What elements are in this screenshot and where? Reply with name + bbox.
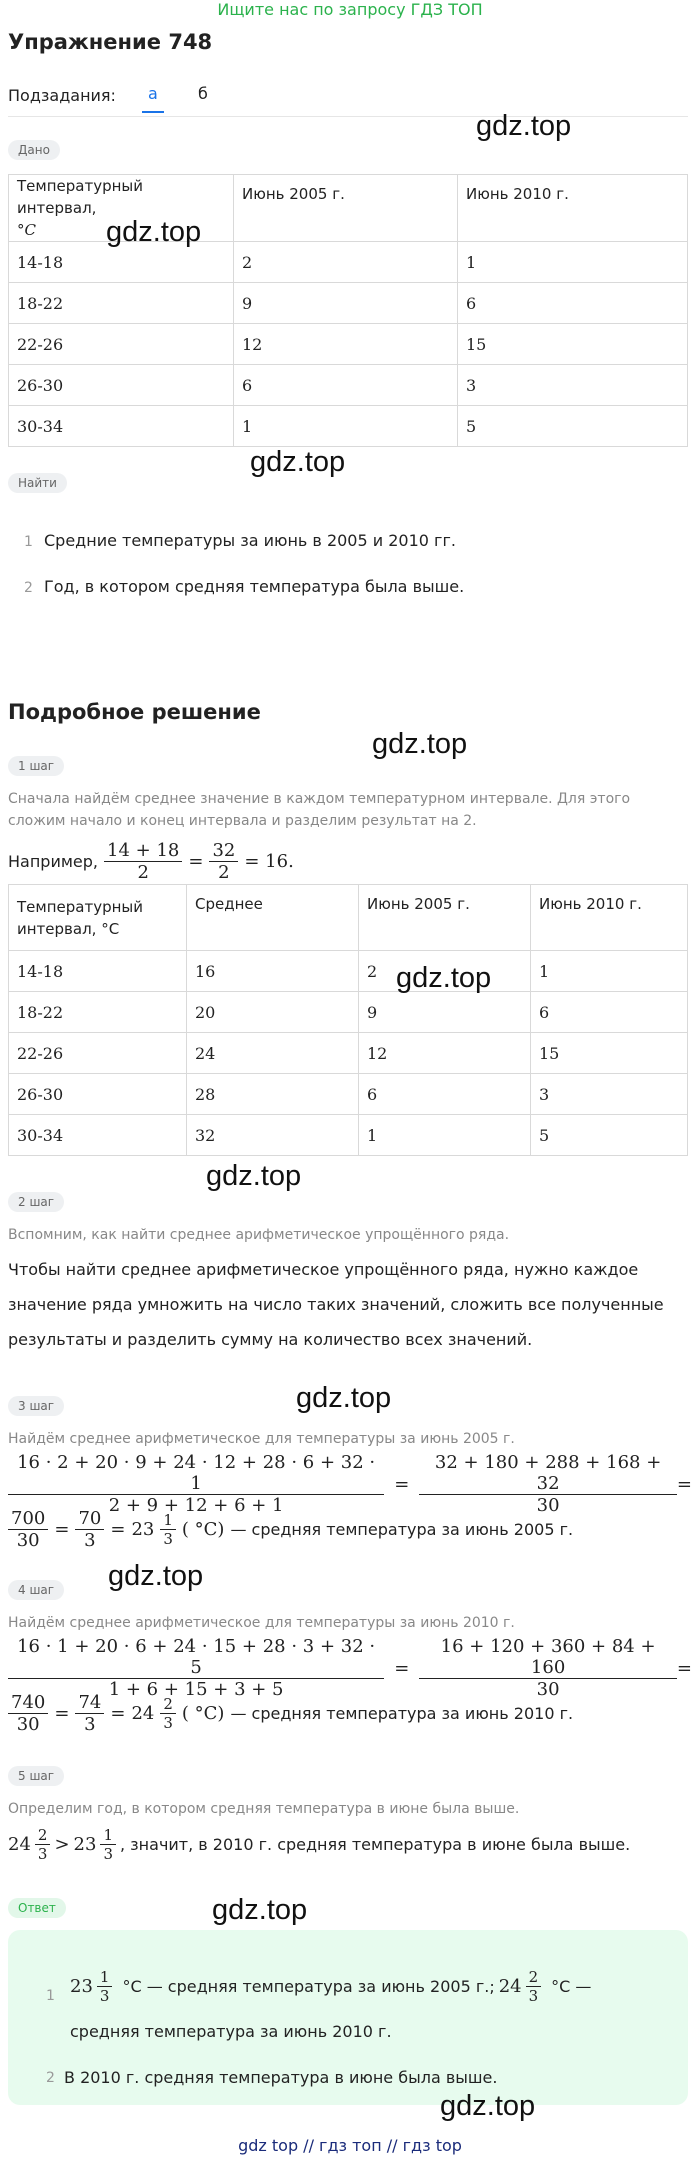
search-banner[interactable]: Ищите нас по запросу ГДЗ ТОП: [217, 0, 483, 19]
watermark: gdz.top: [296, 1382, 392, 1414]
subtasks-label: Подзадания:: [8, 86, 116, 105]
list-number: 2: [24, 580, 33, 596]
step-1-example: Например, $\frac{14 + 18}{2}$ = $\frac{32}{2}$ = 16.: [8, 839, 294, 883]
watermark: gdz.top: [212, 1894, 308, 1926]
step-3-result: $\frac{700}{30}$ = $\frac{70}{3}$ = 23 $\frac{1}{3}$ ( °C) — средняя температура за июнь 2005 г.: [8, 1508, 573, 1551]
given-header-2005: Июнь 2005 г.: [234, 175, 458, 242]
step-1-table: [8, 884, 688, 1156]
header-interval: Температурный интервал, °C: [9, 885, 187, 951]
step-5-intro: Определим год, в котором средняя температура в июне была выше.: [8, 1801, 520, 1817]
table-row: 22-26 24 12 15: [9, 1033, 688, 1074]
step-2-intro: Вспомним, как найти среднее арифметическое упрощённого ряда.: [8, 1227, 510, 1243]
table-row: 18-22 20 9 6: [9, 992, 688, 1033]
given-header-2010: Июнь 2010 г.: [458, 175, 688, 242]
step-3-chip: 3 шаг: [8, 1396, 64, 1416]
find-item-2: Год, в котором средняя температура была выше.: [44, 577, 465, 596]
watermark: gdz.top: [206, 1160, 302, 1192]
given-header-interval: Температурный интервал, °C: [9, 175, 234, 242]
watermark: gdz.top: [250, 446, 346, 478]
watermark: gdz.top: [440, 2090, 536, 2122]
step-1-text: Сначала найдём среднее значение в каждом температурном интервале. Для этого сложим начало и конец интервала и разделим результат на 2.: [8, 791, 631, 829]
step-4-intro: Найдём среднее арифметическое для температуры за июнь 2010 г.: [8, 1615, 515, 1631]
table-row: 14-18 2 1: [9, 242, 688, 283]
step-5-comparison: 24 $\frac{2}{3}$ > 23 $\frac{1}{3}$ , значит, в 2010 г. средняя температура в июне была выше.: [8, 1826, 631, 1863]
step-2-chip: 2 шаг: [8, 1192, 64, 1212]
find-item-1: Средние температуры за июнь в 2005 и 2010 гг.: [44, 531, 456, 550]
find-chip: Найти: [8, 473, 67, 493]
step-1-chip: 1 шаг: [8, 756, 64, 776]
footer-links[interactable]: gdz top // гдз топ // гдз top: [238, 2136, 462, 2155]
table-row: 26-30 28 6 3: [9, 1074, 688, 1115]
watermark: gdz.top: [396, 962, 492, 994]
table-row: 30-34 1 5: [9, 406, 688, 447]
list-number: 1: [24, 534, 33, 550]
solution-title: Подробное решение: [8, 700, 261, 724]
given-chip: Дано: [8, 140, 60, 160]
table-row: 14-18 16 2 1: [9, 951, 688, 992]
watermark: gdz.top: [106, 216, 202, 248]
step-5-chip: 5 шаг: [8, 1766, 64, 1786]
tab-a[interactable]: а: [142, 84, 164, 113]
watermark: gdz.top: [108, 1560, 204, 1592]
answer-item-1: 23 $\frac{1}{3}$ °C — средняя температура за июнь 2005 г.; 24 $\frac{2}{3}$ °C —: [70, 1968, 592, 2005]
watermark: gdz.top: [372, 728, 468, 760]
given-table: [8, 174, 688, 447]
step-3-formula: $\frac{16 \cdot 2 + 20 \cdot 9 + 24 \cdot 12 + 28 \cdot 6 + 32 \cdot 1}{2 + 9 + 12 + 6 + 1}$ = $\frac{32 + 180 + 288 + 168 + 32}{30}$ =: [8, 1452, 692, 1516]
table-row: 26-30 6 3: [9, 365, 688, 406]
step-3-intro: Найдём среднее арифметическое для температуры за июнь 2005 г.: [8, 1431, 515, 1447]
answer-chip: Ответ: [8, 1898, 66, 1918]
step-4-result: $\frac{740}{30}$ = $\frac{74}{3}$ = 24 $\frac{2}{3}$ ( °C) — средняя температура за июнь 2010 г.: [8, 1692, 573, 1735]
tabs-divider: [8, 116, 688, 117]
step-2-text: Чтобы найти среднее арифметическое упрощённого ряда, нужно каждое значение ряда умножить на число таких значений, сложить все полученные результаты и разделить сумму на количество всех значений.: [8, 1260, 664, 1349]
tab-b[interactable]: б: [198, 84, 208, 103]
list-number: 1: [46, 1988, 55, 2004]
answer-item-2: В 2010 г. средняя температура в июне была выше.: [64, 2068, 498, 2087]
table-row: 22-26 12 15: [9, 324, 688, 365]
table-row: 30-34 32 1 5: [9, 1115, 688, 1156]
step-4-chip: 4 шаг: [8, 1580, 64, 1600]
header-2010: Июнь 2010 г.: [531, 885, 688, 951]
header-2005: Июнь 2005 г.: [359, 885, 531, 951]
table-row: 18-22 9 6: [9, 283, 688, 324]
answer-item-1-cont: средняя температура за июнь 2010 г.: [70, 2022, 392, 2041]
step-4-formula: $\frac{16 \cdot 1 + 20 \cdot 6 + 24 \cdot 15 + 28 \cdot 3 + 32 \cdot 5}{1 + 6 + 15 + 3 + 5}$ = $\frac{16 + 120 + 360 + 84 + 160}{30}$ =: [8, 1636, 692, 1700]
watermark: gdz.top: [476, 110, 572, 142]
list-number: 2: [46, 2070, 55, 2086]
header-mean: Среднее: [187, 885, 359, 951]
page-title: Упражнение 748: [8, 30, 213, 54]
